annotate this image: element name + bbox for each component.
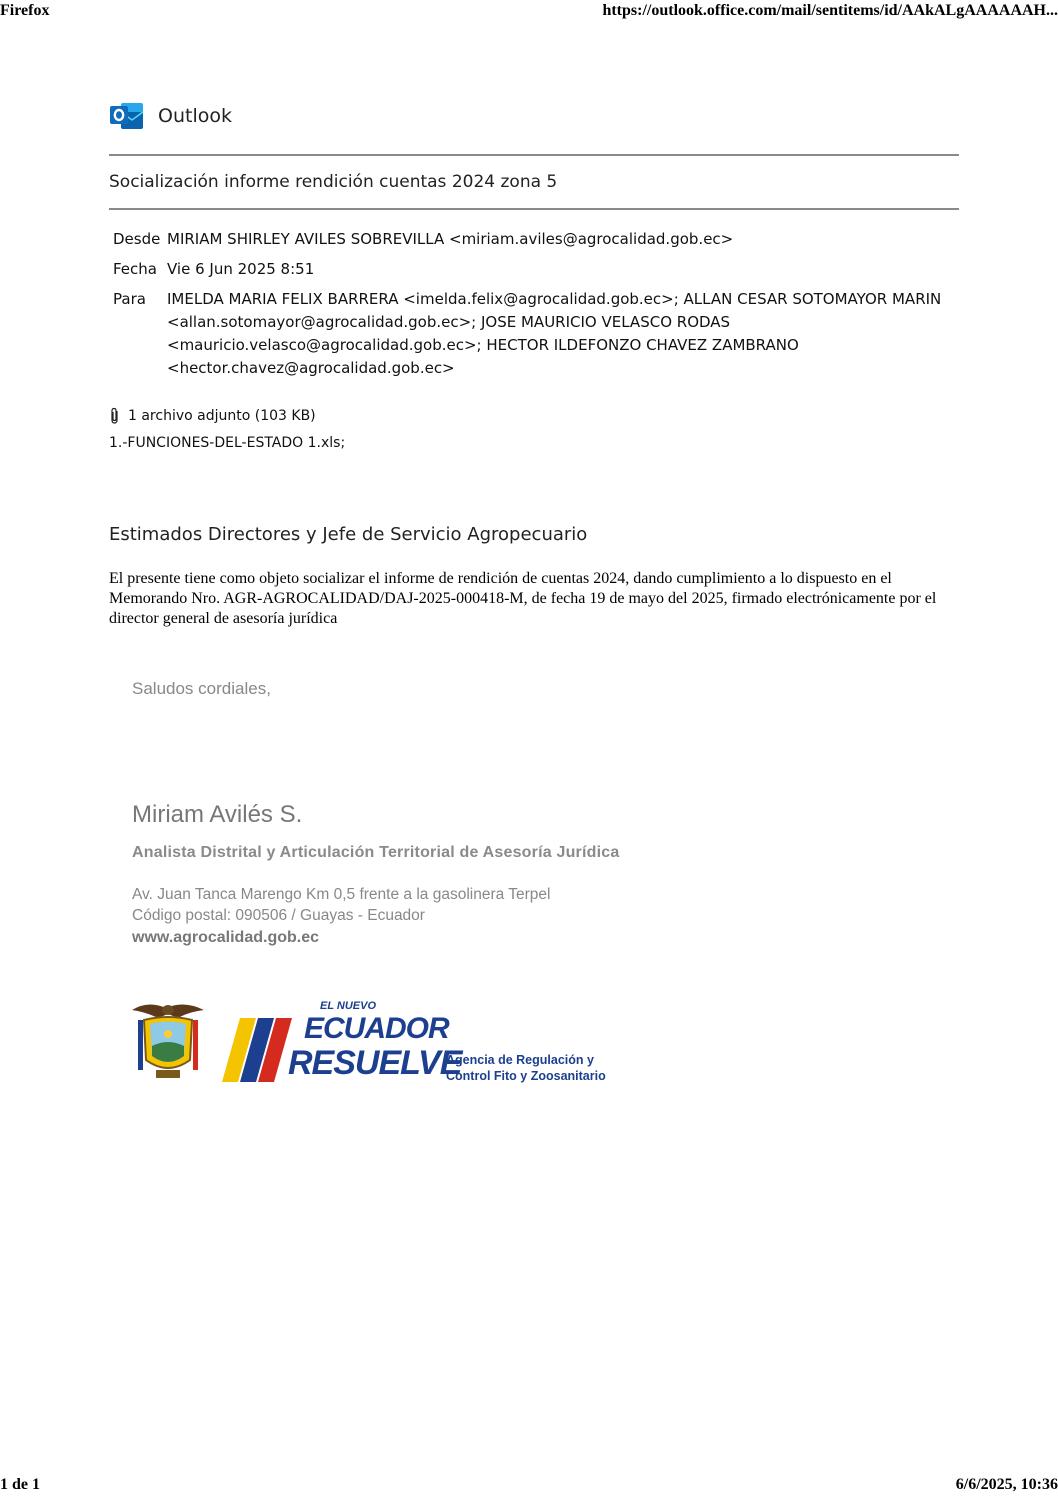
agency-line2: Control Fito y Zoosanitario [446, 1069, 606, 1083]
signature-role: Analista Distrital y Articulación Territorial de Asesoría Jurídica [132, 844, 620, 861]
slogan-el-nuevo: EL NUEVO [320, 1000, 377, 1012]
slogan-ecuador: ECUADOR [304, 1012, 449, 1045]
slogan-resuelve: RESUELVE [288, 1044, 462, 1082]
email-subject: Socialización informe rendición cuentas 2024 zona 5 [109, 172, 558, 192]
attachment-file-link[interactable]: 1.-FUNCIONES-DEL-ESTADO 1.xls; [109, 435, 346, 451]
attachments-summary-text: 1 archivo adjunto (103 KB) [128, 408, 316, 424]
to-value: IMELDA MARIA FELIX BARRERA <imelda.felix@agrocalidad.gob.ec>; ALLAN CESAR SOTOMAYOR MARIN <allan.sotomayor@agrocalidad.gob.ec>; JOSE MAURICIO VELASCO RODAS <mauricio.velasco@agrocalidad.gob.ec>; HECTOR ILDEFONZO CHAVEZ ZAMBRANO <hector.chavez@agrocalidad.gob.ec> [167, 290, 942, 377]
print-header-browser: Firefox [0, 2, 50, 19]
date-row [113, 258, 943, 281]
signature-name: Miriam Avilés S. [132, 801, 303, 828]
email-body: El presente tiene como objeto socializar el informe de rendición de cuentas 2024, dando cumplimiento a lo dispuesto en el Memorando Nro. AGR-AGROCALIDAD/DAJ-2025-000418-M, de fecha 19 de mayo del 2025, firmado electrónicamente por el director general de asesoría jurídica [109, 570, 937, 627]
outlook-brand [110, 100, 232, 132]
email-meta [113, 228, 943, 387]
divider [109, 154, 959, 156]
agency-line1: Agencia de Regulación y [446, 1053, 594, 1067]
from-row [113, 228, 943, 251]
from-value: MIRIAM SHIRLEY AVILES SOBREVILLA <miriam.aviles@agrocalidad.gob.ec> [167, 230, 734, 248]
app-name: Outlook [158, 105, 232, 127]
signature-address-line1: Av. Juan Tanca Marengo Km 0,5 frente a la gasolinera Terpel [132, 886, 551, 903]
to-row [113, 288, 943, 380]
to-label: Para [113, 290, 146, 308]
date-label: Fecha [113, 260, 157, 278]
print-footer-datetime: 6/6/2025, 10:36 [955, 1476, 1058, 1493]
signature-address-line2: Código postal: 090506 / Guayas - Ecuador [132, 907, 425, 924]
signature-website[interactable]: www.agrocalidad.gob.ec [132, 929, 319, 946]
email-greeting: Estimados Directores y Jefe de Servicio Agropecuario [109, 524, 588, 545]
paperclip-icon [108, 407, 122, 425]
from-label: Desde [113, 230, 161, 248]
outlook-logo-icon [110, 100, 144, 132]
agency-name [446, 1052, 606, 1084]
signature-saludos: Saludos cordiales, [132, 679, 271, 698]
divider [109, 208, 959, 210]
print-header-url: https://outlook.office.com/mail/sentitems/id/AAkALgAAAAAAH... [602, 2, 1058, 19]
attachments-summary [108, 407, 316, 425]
date-value: Vie 6 Jun 2025 8:51 [167, 260, 315, 278]
print-footer-page: 1 de 1 [0, 1476, 40, 1493]
